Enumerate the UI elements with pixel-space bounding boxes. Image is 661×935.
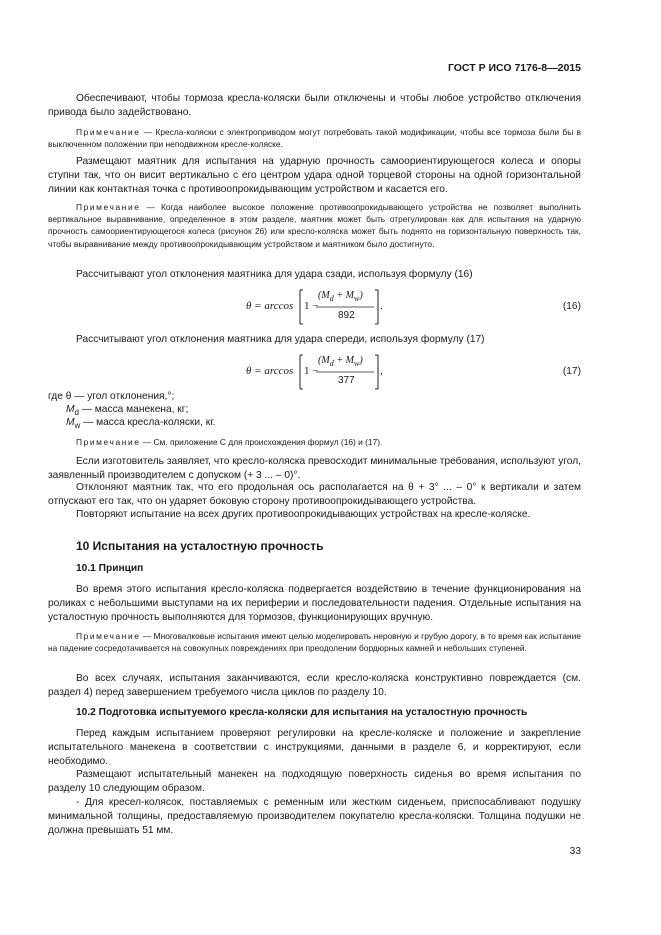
document-header: ГОСТ Р ИСО 7176-8—2015 <box>447 62 581 74</box>
note-4-label: Примечание <box>76 631 141 641</box>
section-10-1-heading: 10.1 Принцип <box>76 563 144 574</box>
formula-16-denominator: 892 <box>338 310 355 321</box>
paragraph-repeat-test: Повторяют испытание на всех других противоопрокидывающих устройствах на кресле-коляске. <box>76 509 531 520</box>
where-md: $M_d$ — масса манекена, кг; <box>66 404 189 418</box>
paragraph-principle: Во время этого испытания кресло-коляска подвергается воздействию в течение функционирования на роликах с небольшими выступами на их периферии и последовательности падения. Отдельные испытания на усталостную прочность выполняются для тормозов, функционирующих вручную. <box>48 584 581 624</box>
formula-16-one: 1 − <box>304 300 319 312</box>
section-10-2-heading: 10.2 Подготовка испытуемого кресла-коляски для испытания на усталостную прочность <box>76 707 528 718</box>
formula-16-number: (16) <box>562 301 581 312</box>
paragraph-test-end: Во всех случаях, испытания заканчиваются, если кресло-коляска конструктивно повреждается (см. раздел 4) перед завершением требуемого числа циклов по разделу 10. <box>48 673 581 699</box>
where-theta: где θ — угол отклонения,°; <box>48 391 175 402</box>
formula-16-lhs: θ = arccos <box>246 300 294 312</box>
paragraph-pendulum-position: Размещают маятник для испытания на ударную прочность самоориентирующегося колеса и опоры ступни так, что он висит вертикально с его центром удара одной торцевой стороны на одной горизонтальной линии как контактная точка с противоопрокидывающим устройством и касается его. <box>48 156 581 196</box>
paragraph-front-impact: Рассчитывают угол отклонения маятника для удара спереди, используя формулу (17) <box>76 334 485 345</box>
note-2-label: Примечание <box>76 202 141 212</box>
note-1-text: — Кресла-коляски с электроприводом могут потребовать такой модификации, чтобы все тормоза были бы в выключенном положении при неподвижном кресле-коляске. <box>48 127 581 150</box>
formula-17-number: (17) <box>562 366 581 377</box>
paragraph-check-adjustments: Перед каждым испытанием проверяют регулировки на кресле-коляске и положение и закрепление испытательного манекена в соответствии с инструкциями, данными в разделе 6, и корректируют, если необходимо. <box>48 728 581 768</box>
note-2-text: — Когда наиболее высокое положение противоопрокидывающего устройства не позволяет выполнить вертикальное выравнивание, определенное в этом разделе, маятник может быть отрегулирован как для испытания на ударную прочность самоориентирующегося колеса (рисунок 26) или кресло-коляска может быть поднято на горизонтальную поверхность так, чтобы выравнивание между противоопрокидывающим устройством и маятником было достигнуто. <box>48 202 581 249</box>
formula-17-tail: , <box>380 365 383 377</box>
paragraph-place-dummy: Размещают испытательный манекен на подходящую поверхность сиденья во время испытания по разделу 10 следующим образом. <box>48 769 581 795</box>
formula-17 <box>0 352 661 392</box>
note-3 <box>48 436 581 448</box>
where-mw: $M_w$ — масса кресла-коляски, кг. <box>66 417 216 431</box>
paragraph-brakes: Обеспечивают, чтобы тормоза кресла-коляски были отключены и чтобы любое устройство отключения привода было задействовано. <box>48 93 581 119</box>
formula-17-one: 1 − <box>304 365 319 377</box>
paragraph-cushion: - Для кресел-колясок, поставляемых с ременным или жестким сиденьем, приспосабливают подушку минимальной толщины, предоставляемую производителем покупателю кресла-коляски. Толщина подушки не должна превышать 51 мм. <box>48 797 581 837</box>
formula-16-numerator: $(M_d + M_w)$ <box>318 290 363 303</box>
note-2 <box>48 201 581 250</box>
formula-17-denominator: 377 <box>338 375 355 386</box>
formula-17-lhs: θ = arccos <box>246 365 294 377</box>
note-3-label: Примечание <box>76 437 141 447</box>
note-1-label: Примечание <box>76 127 141 137</box>
note-1 <box>48 126 581 150</box>
formula-16-tail: . <box>380 300 383 312</box>
page-number: 33 <box>569 846 581 857</box>
formula-17-numerator: $(M_d + M_w)$ <box>318 355 363 368</box>
paragraph-deflect-pendulum: Отклоняют маятник так, что его продольная ось располагается на θ + 3° ... – 0° к вертикали и затем отпускают его так, что он ударяет боковую сторону противоопрокидывающего устройства. <box>48 482 581 508</box>
formula-16 <box>0 287 661 327</box>
note-4-text: — Многовалковые испытания имеют целью моделировать неровную и грубую дорогу, в то время как испытание на падение сосредотачивается на совокупных повреждениях при преодолении бордюрных камней и небольших ступеней. <box>48 631 581 654</box>
section-10-heading: 10 Испытания на усталостную прочность <box>76 539 324 553</box>
note-3-text: — См. приложение С для происхождения формул (16) и (17). <box>140 437 383 447</box>
note-4 <box>48 630 581 654</box>
paragraph-manufacturer-claim: Если изготовитель заявляет, что кресло-коляска превосходит минимальные требования, используют угол, заявленный производителем с допуском (+ 3 ... – 0)°. <box>48 456 581 482</box>
paragraph-rear-impact: Рассчитывают угол отклонения маятника для удара сзади, используя формулу (16) <box>76 269 473 280</box>
